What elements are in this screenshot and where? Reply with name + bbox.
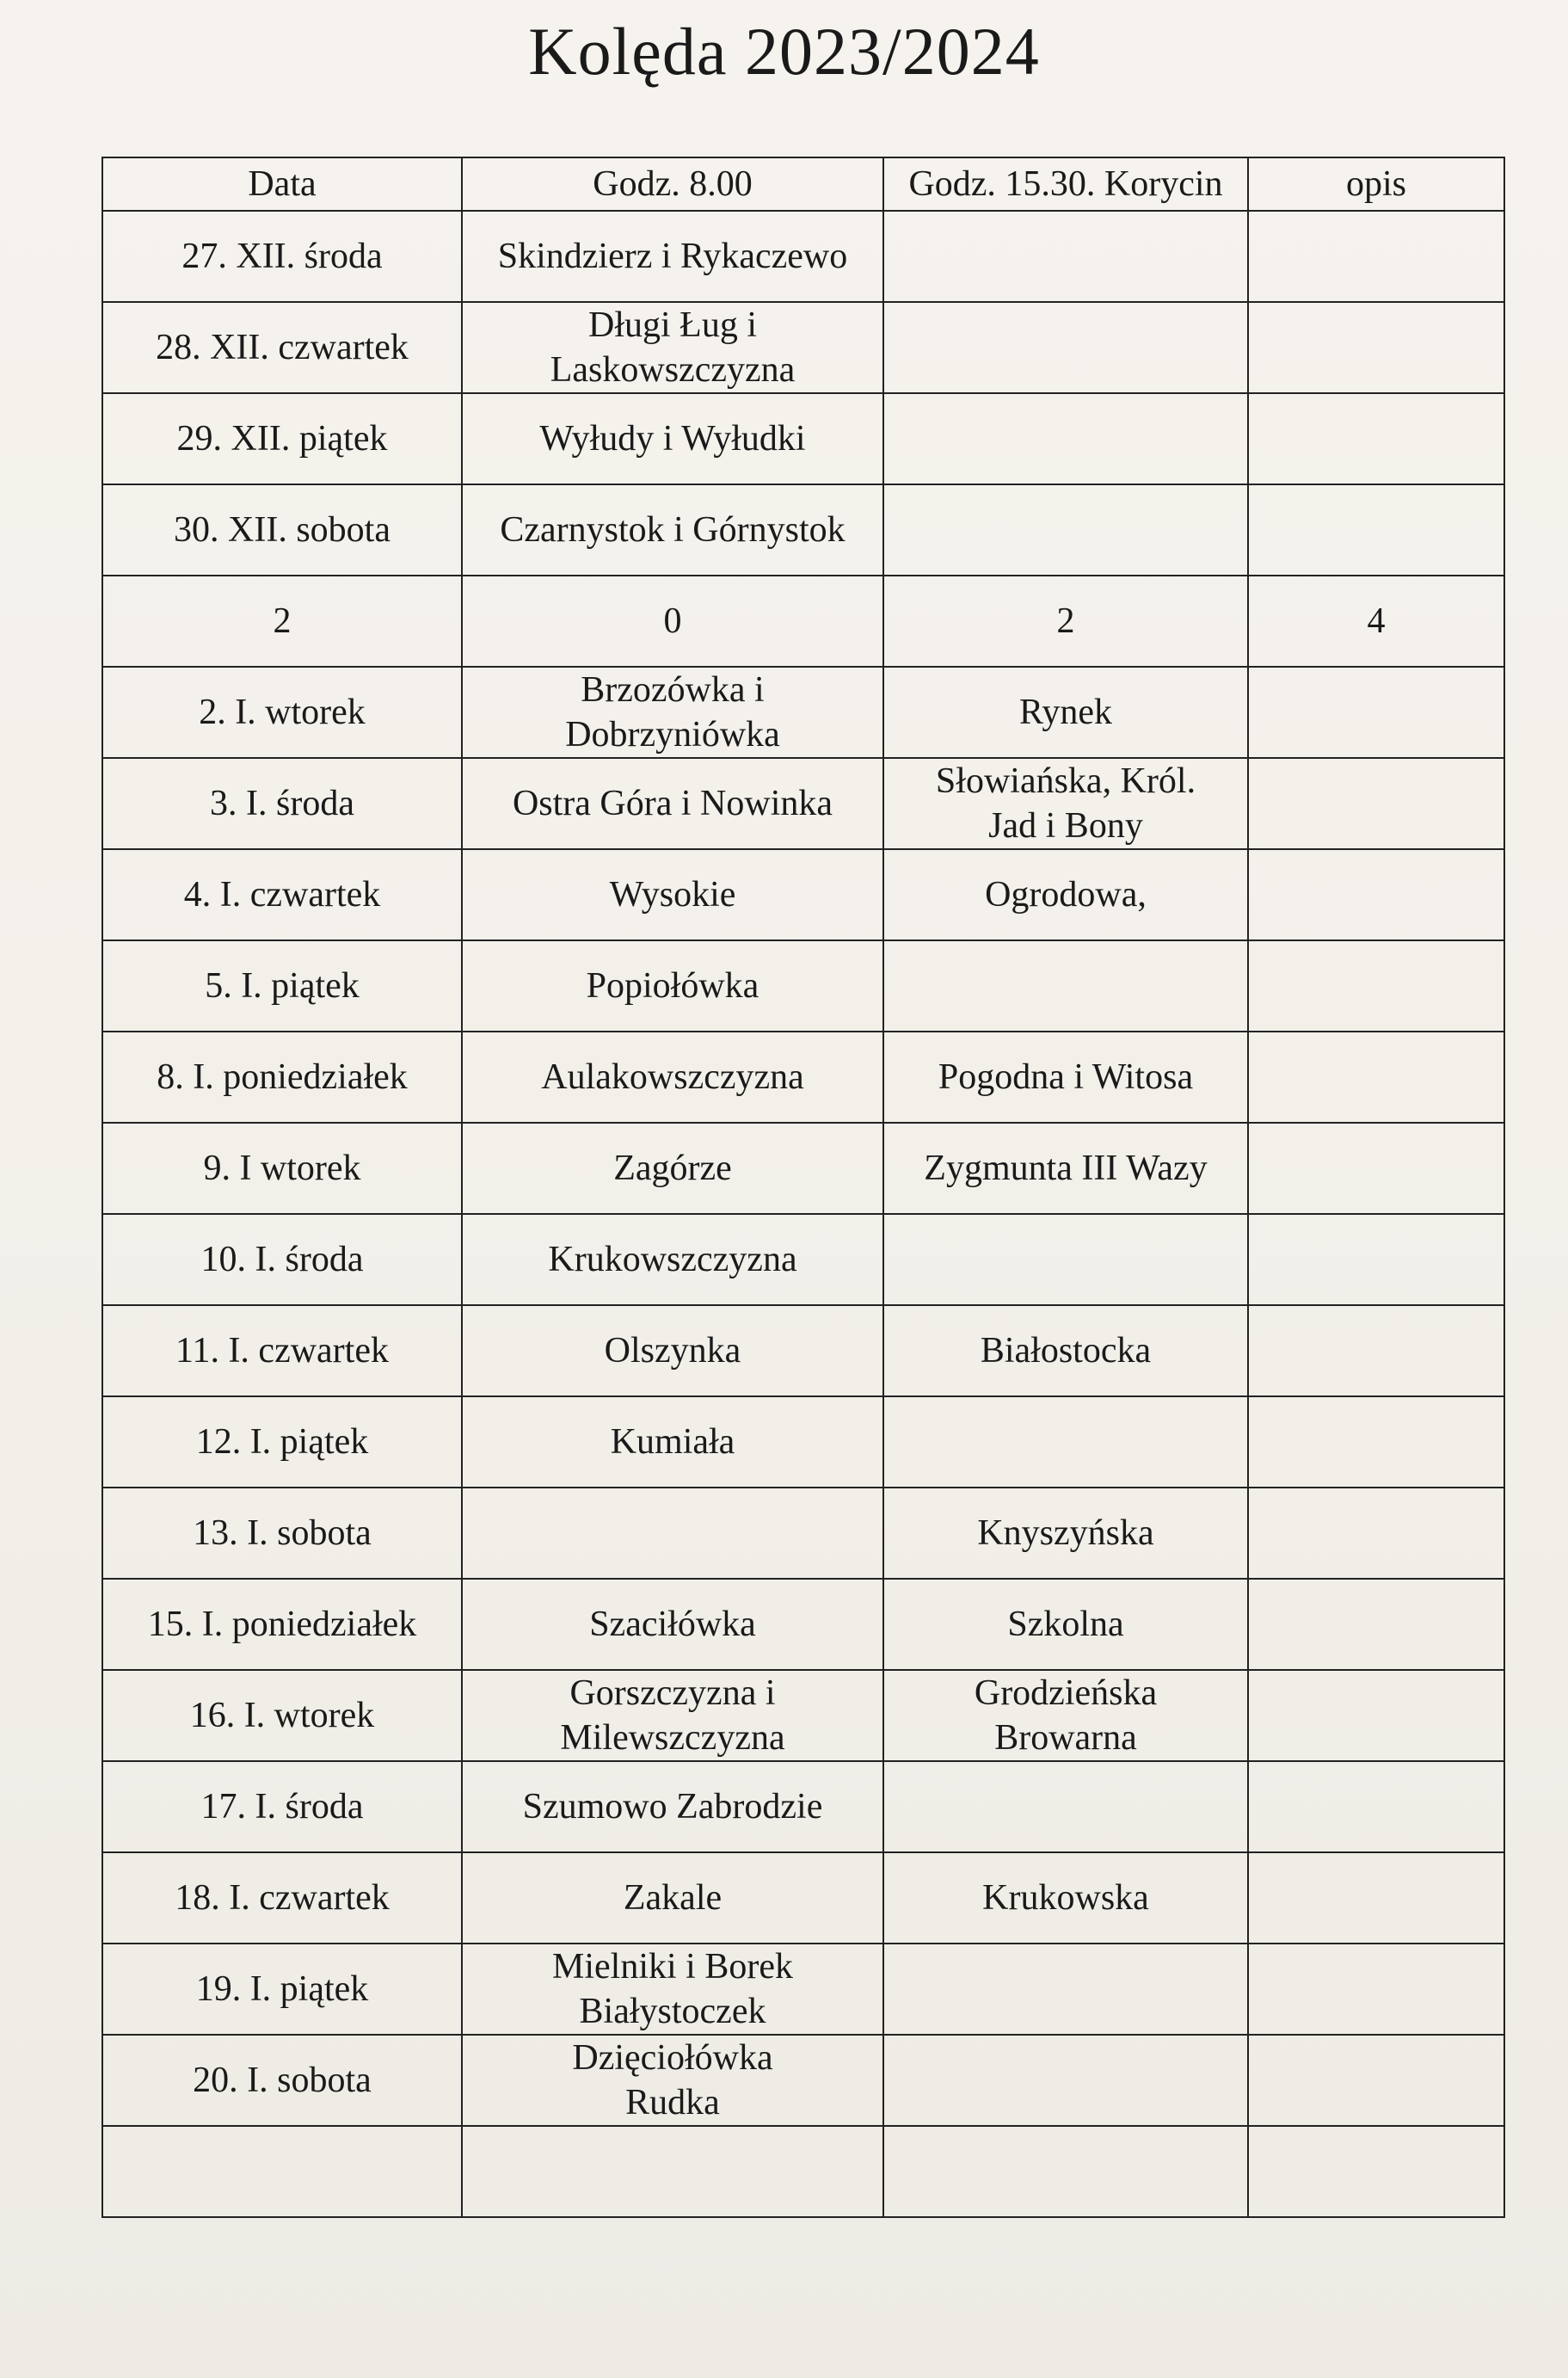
cell-morning-visit: Zakale [462, 1852, 883, 1944]
cell-description [1248, 393, 1504, 484]
cell-date: 4. I. czwartek [102, 849, 462, 940]
cell-afternoon-visit [883, 211, 1248, 302]
cell-description [1248, 667, 1504, 758]
cell-date [102, 2126, 462, 2217]
cell-morning-visit: Ostra Góra i Nowinka [462, 758, 883, 849]
table-row [102, 1670, 1504, 1761]
table-row [102, 940, 1504, 1032]
cell-afternoon-visit [883, 484, 1248, 576]
cell-date: 5. I. piątek [102, 940, 462, 1032]
table-row [102, 667, 1504, 758]
table-row [102, 484, 1504, 576]
cell-afternoon-visit: 2 [883, 576, 1248, 667]
cell-date: 15. I. poniedziałek [102, 1579, 462, 1670]
table-row [102, 1761, 1504, 1852]
column-header-morning: Godz. 8.00 [462, 157, 883, 211]
column-header-description: opis [1248, 157, 1504, 211]
column-header-afternoon: Godz. 15.30. Korycin [883, 157, 1248, 211]
table-row [102, 2126, 1504, 2217]
cell-morning-visit: 0 [462, 576, 883, 667]
cell-date: 30. XII. sobota [102, 484, 462, 576]
cell-description [1248, 1032, 1504, 1123]
cell-description [1248, 1305, 1504, 1396]
table-row [102, 576, 1504, 667]
schedule-table [101, 157, 1505, 2218]
cell-afternoon-visit: Rynek [883, 667, 1248, 758]
cell-afternoon-visit [883, 1396, 1248, 1488]
table-row [102, 758, 1504, 849]
table-row [102, 2035, 1504, 2126]
cell-afternoon-visit: Knyszyńska [883, 1488, 1248, 1579]
cell-description [1248, 302, 1504, 393]
cell-morning-visit: Wyłudy i Wyłudki [462, 393, 883, 484]
cell-morning-visit: Krukowszczyzna [462, 1214, 883, 1305]
cell-morning-visit: Szaciłówka [462, 1579, 883, 1670]
cell-morning-visit: Gorszczyzna i Milewszczyzna [462, 1670, 883, 1761]
table-row [102, 1579, 1504, 1670]
cell-morning-visit: Wysokie [462, 849, 883, 940]
cell-morning-visit: Kumiała [462, 1396, 883, 1488]
cell-date: 29. XII. piątek [102, 393, 462, 484]
header-row [102, 157, 1504, 211]
cell-morning-visit: Dzięciołówka Rudka [462, 2035, 883, 2126]
cell-date: 17. I. środa [102, 1761, 462, 1852]
cell-afternoon-visit: Grodzieńska Browarna [883, 1670, 1248, 1761]
cell-date: 10. I. środa [102, 1214, 462, 1305]
cell-date: 28. XII. czwartek [102, 302, 462, 393]
cell-afternoon-visit [883, 302, 1248, 393]
table-row [102, 1214, 1504, 1305]
cell-morning-visit: Aulakowszczyzna [462, 1032, 883, 1123]
cell-description [1248, 1214, 1504, 1305]
cell-description [1248, 1852, 1504, 1944]
cell-description [1248, 940, 1504, 1032]
cell-description [1248, 1123, 1504, 1214]
cell-description [1248, 484, 1504, 576]
cell-description [1248, 1761, 1504, 1852]
table-row [102, 302, 1504, 393]
table-row [102, 1305, 1504, 1396]
cell-morning-visit: Zagórze [462, 1123, 883, 1214]
cell-description [1248, 849, 1504, 940]
cell-date: 9. I wtorek [102, 1123, 462, 1214]
cell-date: 27. XII. środa [102, 211, 462, 302]
table-row [102, 1852, 1504, 1944]
cell-date: 12. I. piątek [102, 1396, 462, 1488]
cell-date: 2. I. wtorek [102, 667, 462, 758]
cell-date: 11. I. czwartek [102, 1305, 462, 1396]
cell-morning-visit: Czarnystok i Górnystok [462, 484, 883, 576]
cell-morning-visit [462, 1488, 883, 1579]
cell-afternoon-visit [883, 393, 1248, 484]
cell-afternoon-visit: Szkolna [883, 1579, 1248, 1670]
cell-morning-visit: Olszynka [462, 1305, 883, 1396]
cell-date: 2 [102, 576, 462, 667]
document-title: Kolęda 2023/2024 [528, 14, 1040, 89]
table-row [102, 1396, 1504, 1488]
table-row [102, 1944, 1504, 2035]
table-row [102, 1123, 1504, 1214]
cell-date: 16. I. wtorek [102, 1670, 462, 1761]
table-row [102, 1032, 1504, 1123]
cell-morning-visit [462, 2126, 883, 2217]
schedule-body [102, 211, 1504, 2217]
cell-description [1248, 1944, 1504, 2035]
cell-morning-visit: Brzozówka i Dobrzyniówka [462, 667, 883, 758]
cell-afternoon-visit [883, 940, 1248, 1032]
cell-morning-visit: Długi Ług i Laskowszczyzna [462, 302, 883, 393]
cell-description: 4 [1248, 576, 1504, 667]
cell-date: 20. I. sobota [102, 2035, 462, 2126]
cell-description [1248, 1396, 1504, 1488]
table-row [102, 1488, 1504, 1579]
column-header-date: Data [102, 157, 462, 211]
cell-date: 19. I. piątek [102, 1944, 462, 2035]
cell-date: 18. I. czwartek [102, 1852, 462, 1944]
cell-description [1248, 2126, 1504, 2217]
cell-morning-visit: Szumowo Zabrodzie [462, 1761, 883, 1852]
cell-date: 8. I. poniedziałek [102, 1032, 462, 1123]
cell-description [1248, 2035, 1504, 2126]
table-row [102, 393, 1504, 484]
cell-afternoon-visit [883, 1761, 1248, 1852]
cell-afternoon-visit [883, 2035, 1248, 2126]
cell-afternoon-visit: Zygmunta III Wazy [883, 1123, 1248, 1214]
cell-morning-visit: Popiołówka [462, 940, 883, 1032]
cell-afternoon-visit [883, 1214, 1248, 1305]
cell-afternoon-visit: Słowiańska, Król. Jad i Bony [883, 758, 1248, 849]
table-row [102, 211, 1504, 302]
table-row [102, 849, 1504, 940]
cell-description [1248, 211, 1504, 302]
cell-description [1248, 1488, 1504, 1579]
cell-date: 3. I. środa [102, 758, 462, 849]
cell-afternoon-visit: Ogrodowa, [883, 849, 1248, 940]
cell-afternoon-visit: Pogodna i Witosa [883, 1032, 1248, 1123]
cell-afternoon-visit: Krukowska [883, 1852, 1248, 1944]
cell-description [1248, 1579, 1504, 1670]
cell-morning-visit: Skindzierz i Rykaczewo [462, 211, 883, 302]
cell-afternoon-visit: Białostocka [883, 1305, 1248, 1396]
cell-description [1248, 758, 1504, 849]
cell-morning-visit: Mielniki i Borek Białystoczek [462, 1944, 883, 2035]
cell-afternoon-visit [883, 2126, 1248, 2217]
cell-date: 13. I. sobota [102, 1488, 462, 1579]
cell-afternoon-visit [883, 1944, 1248, 2035]
cell-description [1248, 1670, 1504, 1761]
